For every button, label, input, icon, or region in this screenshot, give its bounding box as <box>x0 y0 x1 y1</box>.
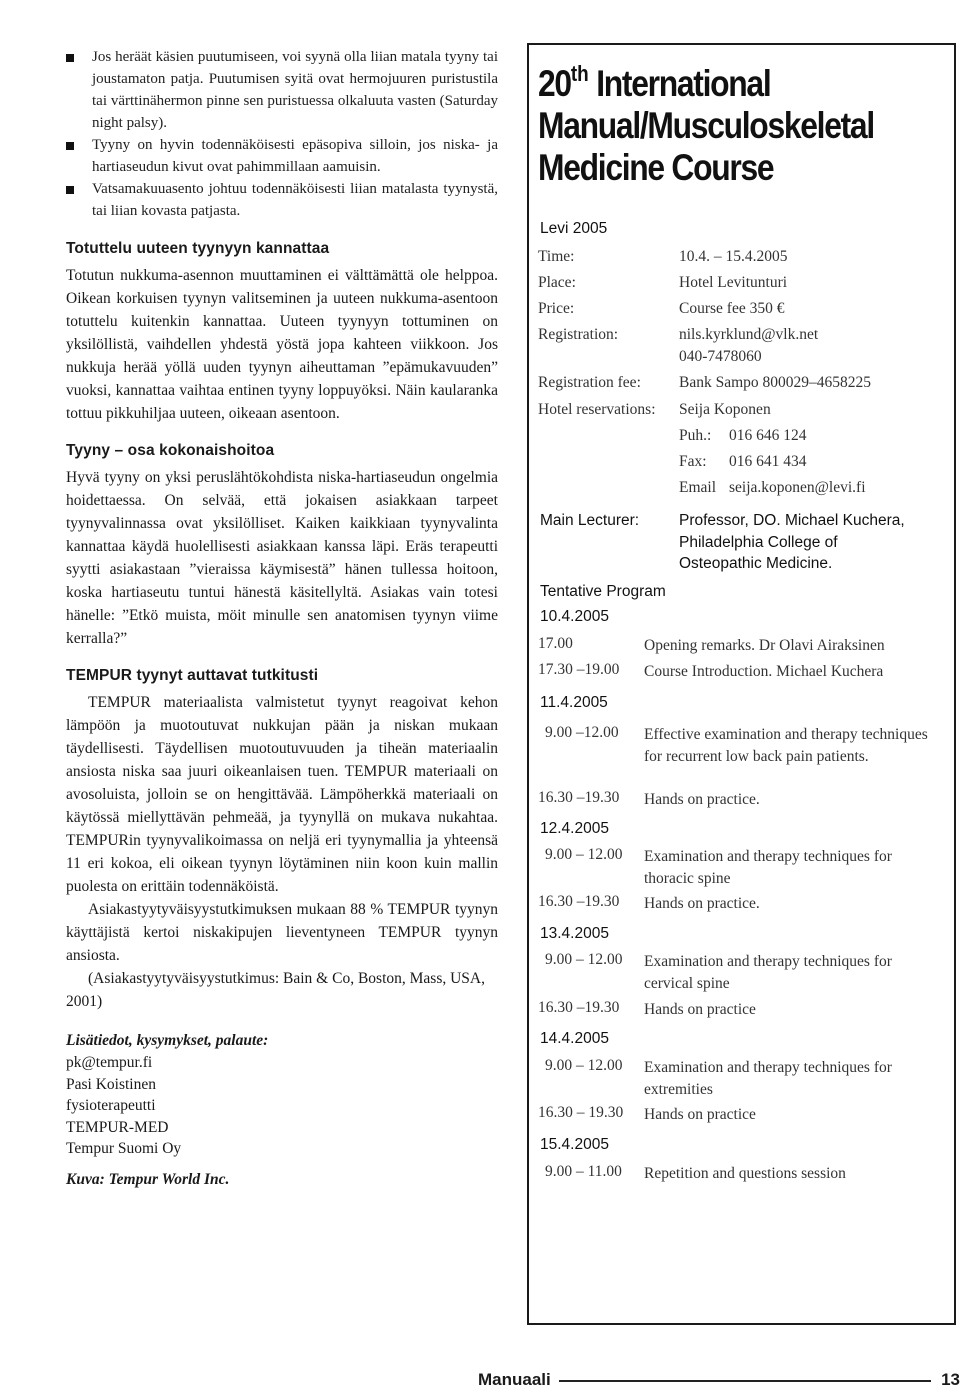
program-desc: Examination and therapy techniques for extremities <box>644 1059 892 1098</box>
program-desc: Hands on practice <box>644 1106 756 1123</box>
section-heading: Totuttelu uuteen tyynyyn kannattaa <box>66 240 330 257</box>
contact-name: Pasi Koistinen <box>66 1075 156 1093</box>
program-time: 17.30 –19.00 <box>538 661 620 678</box>
program-desc: Hands on practice. <box>644 895 760 912</box>
contact-label: Lisätiedot, kysymykset, palaute: <box>66 1032 269 1049</box>
page-number: 13 <box>931 1370 960 1390</box>
section-heading: TEMPUR tyynyt auttavat tutkitusti <box>66 667 319 684</box>
program-day-date: 10.4.2005 <box>540 608 609 625</box>
program-day-date: 14.4.2005 <box>540 1030 609 1047</box>
contact-block <box>66 1052 498 1160</box>
section-paragraph: Asiakastyytyväisyystutkimuksen mukaan 88 % TEMPUR tyynyn käyttäjistä kertoi niskakipujen lieventyneen TEMPUR tyynyn ansiosta. <box>66 901 498 964</box>
page-footer <box>470 1370 960 1390</box>
bullet-item: Vatsamakuuasento johtuu todennäköisesti liian matalasta tyynystä, tai liian kovasta patjasta. <box>66 178 498 222</box>
course-title: 20th International Manual/Musculoskeletal Medicine Course <box>538 61 874 188</box>
program-day-date: 13.4.2005 <box>540 925 609 942</box>
course-info-box <box>527 43 956 1325</box>
program-desc: Effective examination and therapy techniques for recurrent low back pain patients. <box>644 726 928 765</box>
program-day-date: 15.4.2005 <box>540 1136 609 1153</box>
publication-name: Manuaali <box>470 1370 559 1390</box>
program-day-date: 11.4.2005 <box>540 694 608 711</box>
program-desc: Examination and therapy techniques for thoracic spine <box>644 848 892 887</box>
program-desc: Examination and therapy techniques for cervical spine <box>644 953 892 992</box>
lecturer-label: Main Lecturer: <box>540 512 640 529</box>
program-time: 9.00 –12.00 <box>545 724 619 741</box>
bullet-item: Tyyny on hyvin todennäköisesti epäsopiva silloin, jos niska- ja hartiaseudun kivut ovat pahimmillaan aamuisin. <box>66 134 498 178</box>
program-desc: Hands on practice <box>644 1001 756 1018</box>
program-time: 16.30 –19.30 <box>538 893 620 910</box>
contact-email: pk@tempur.fi <box>66 1054 153 1071</box>
program-desc: Course Introduction. Michael Kuchera <box>644 663 884 680</box>
program-time: 16.30 –19.30 <box>538 999 620 1016</box>
program-time: 9.00 – 12.00 <box>545 951 623 968</box>
course-info-content: 20th International Manual/Musculoskeletal Medicine Course Levi 2005 Time: 10.4. – 15.4.2005 Place: Hotel Levitunturi Price: Course fee 350 € Registration: nils.kyrklund@vlk.net 040-7478060 Registration fee: Bank Sampo 800029–4658225 Hotel reservations: Seija Koponen Puh.: 016 646 124 Fax: 016 641 434 Email seija.koponen@levi.fi Main Lecturer: Professor, DO. Michael Kuchera, Philadelphia College of Osteopathic Medicine. Tentative Program 10.4.2005 17.00 Opening remarks. Dr Olavi Airaksinen 17.30 –19.00 Course Introduction. Michael Kuchera 11.4.2005 9.00 –12.00 Effective examination and therapy techniques for recurrent low back pain patients. 16.30 –19.30 Hands on practice. 12.4.2005 9.00 – 12.00 Examination and therapy techniques for thoracic spine 16.30 –19.30 Hands on practice. 13.4.2005 9.00 – 12.00 Examination and therapy techniques for cervical spine 16.30 –19.30 Hands on practice 14.4.2005 9.00 – 12.00 Examination and therapy techniques for extremities 16.30 – 19.30 Hands on practice 15.4.2005 9.00 – 11.00 Repetition and questions session <box>538 63 948 189</box>
program-time: 9.00 – 12.00 <box>545 846 623 863</box>
photo-credit: Kuva: Tempur World Inc. <box>66 1170 230 1188</box>
contact-org: TEMPUR-MED <box>66 1118 169 1136</box>
program-time: 9.00 – 12.00 <box>545 1057 623 1074</box>
contact-role: fysioterapeutti <box>66 1097 156 1115</box>
section-paragraph: Hyvä tyyny on yksi peruslähtökohdista niska-hartiaseudun ongelmia hoidettaessa. On selvää, että jokaisen asiakkaan tarpeet tyynyvalinnassa ovat yksilölliset. Kaiken kaikkiaan tyynyvalinta kannattaa käydä huolellisesti asiakkaan kanssa läpi. Eräs terapeutti syytti asiakastaan ”vieraissa käymisestä” hänen tullessa hoitoon, koska hartiaseutu tuntui hänestä käsitellyltä. Asiakas vain totesi hänelle: ”Etkö muista, möit minulle sen anatomisen tyynyn viime kerralla?” <box>66 469 498 647</box>
program-heading: Tentative Program <box>540 583 666 600</box>
bullet-list <box>66 46 498 222</box>
program-time: 9.00 – 11.00 <box>545 1163 622 1180</box>
section-heading: Tyyny – osa kokonaishoitoa <box>66 442 275 459</box>
program-desc: Hands on practice. <box>644 791 760 808</box>
contact-company: Tempur Suomi Oy <box>66 1140 182 1158</box>
section-paragraph: Totutun nukkuma-asennon muuttaminen ei välttämättä ole helppoa. Oikean korkuisen tyynyn valitseminen ja uuteen nukkuma-asentoon totuttelu kuitenkin kannattaa. Uuteen tyynyyn tottuminen on yksilöllistä, vaihdellen yhdestä yöstä jopa kahteen viikkoon. Jos nukkuja herää yöllä uuden tyynyn aiheuttaman ”epämukavuuden” vuoksi, kannattaa vaihtaa entinen tyyny loppuyöksi. Näin kaularanka tottuu pikkuhiljaa uuteen, oikeaan asentoon. <box>66 267 498 422</box>
program-desc: Repetition and questions session <box>644 1165 846 1182</box>
citation: (Asiakastyytyväisyystutkimus: Bain & Co, Boston, Mass, USA, 2001) <box>66 970 485 1010</box>
program-time: 16.30 –19.30 <box>538 789 620 806</box>
square-bullet-icon <box>66 54 74 62</box>
bullet-item: Jos heräät käsien puutumiseen, voi syynä olla liian matala tyyny tai joustamaton patja. Puutumisen syitä ovat hermojuuren puristustila tai värttinähermon pinne sen puristuessa olkaluuta vasten (Saturday night palsy). <box>66 46 498 134</box>
square-bullet-icon <box>66 186 74 194</box>
section-paragraph: TEMPUR materiaalista valmistetut tyynyt reagoivat kehon lämpöön ja muotoutuvat nukkujan pään ja niskan mukaan täydellisesti. Täydellisen muotoutuvuuden ja tiheän materiaalin ansiosta niska saa juuri oikeanlaisen tuen. TEMPUR materiaali on avosoluista, jolloin se on hengittävää. Lämpöherkkä materiaali on käytössä miellyttävän pehmeää, ja tyynyllä on mukava nukahtaa. TEMPURin tyynyvalikoimassa on neljä eri tyynymallia ja yhteensä 11 eri kokoa, eli oikean tyynyn löytäminen niin koon kuin mallin puolesta on erittäin todennäköistä. <box>66 694 498 895</box>
article-column <box>66 46 498 1191</box>
square-bullet-icon <box>66 142 74 150</box>
program-time: 17.00 <box>538 635 573 652</box>
program-desc: Opening remarks. Dr Olavi Airaksinen <box>644 637 885 654</box>
lecturer-name: Professor, DO. Michael Kuchera, Philadelphia College of Osteopathic Medicine. <box>679 512 905 572</box>
program-time: 16.30 – 19.30 <box>538 1104 624 1121</box>
program-day-date: 12.4.2005 <box>540 820 609 837</box>
course-location: Levi 2005 <box>540 220 608 237</box>
